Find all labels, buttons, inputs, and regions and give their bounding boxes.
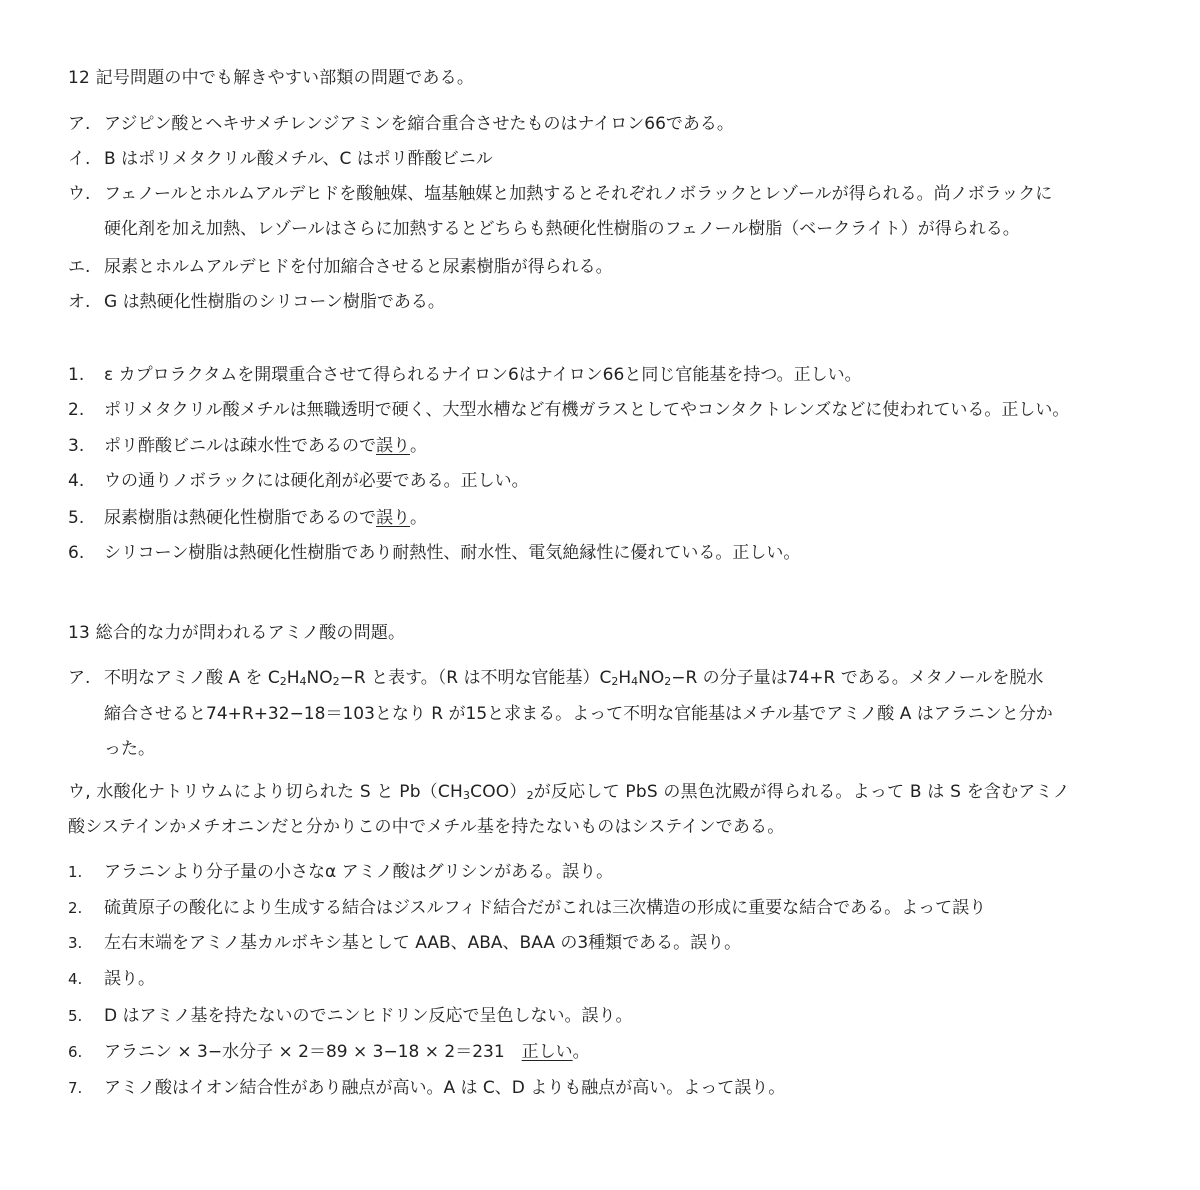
answer-text: アラニンより分子量の小さなα アミノ酸はグリシンがある。誤り。 bbox=[104, 862, 614, 882]
text-run: −R の分子量は74+R である。メタノールを脱水 bbox=[671, 668, 1044, 688]
answer-body: ポリ酢酸ビニルは疎水性であるので bbox=[104, 436, 376, 456]
statement-marker: ウ. bbox=[68, 184, 91, 204]
statement-13-a-line-2: 縮合させると74+R+32−18＝103となり R が15と求まる。よって不明な官能基はメチル基でアミノ酸 A はアラニンと分か bbox=[104, 704, 1053, 724]
answer-marker: 4. bbox=[68, 970, 83, 988]
section-13-heading: 13 総合的な力が問われるアミノ酸の問題。 bbox=[68, 623, 406, 643]
subscript: 4 bbox=[631, 675, 639, 688]
text-run: ウ, 水酸化ナトリウムにより切られた S と Pb（CH bbox=[68, 782, 463, 802]
subscript: 4 bbox=[299, 675, 307, 688]
subscript: 2 bbox=[611, 675, 619, 688]
text-run: COO） bbox=[470, 782, 527, 802]
answer-body: 尿素樹脂は熱硬化性樹脂であるので bbox=[104, 508, 376, 528]
answer-marker: 5. bbox=[68, 1007, 83, 1025]
statement-marker: オ. bbox=[68, 292, 91, 312]
answer-body: アラニン × 3−水分子 × 2＝89 × 3−18 × 2＝231 bbox=[104, 1042, 522, 1062]
text-run: H bbox=[286, 668, 300, 688]
statement-marker: イ. bbox=[68, 149, 91, 169]
statement-marker: ア. bbox=[68, 114, 91, 134]
text-run: H bbox=[618, 668, 632, 688]
statement-text: G は熱硬化性樹脂のシリコーン樹脂である。 bbox=[104, 292, 445, 312]
verdict-underlined: 誤り bbox=[376, 508, 410, 528]
answer-tail: 。 bbox=[410, 436, 427, 456]
statement-text: フェノールとホルムアルデヒドを酸触媒、塩基触媒と加熱するとそれぞれノボラックとレゾールが得られる。尚ノボラックに bbox=[104, 184, 1053, 204]
text-run: が反応して PbS の黒色沈殿が得られる。よって B は S を含むアミノ bbox=[533, 782, 1070, 802]
answer-text: 硫黄原子の酸化により生成する結合はジスルフィド結合だがこれは三次構造の形成に重要な結合である。よって誤り bbox=[104, 898, 987, 918]
subscript: 2 bbox=[664, 675, 672, 688]
answer-text bbox=[104, 434, 427, 458]
statement-13-u-line-2: 酸システインかメチオニンだと分かりこの中でメチル基を持たないものはシステインである。 bbox=[68, 817, 785, 837]
text-run: 不明なアミノ酸 A を C bbox=[104, 668, 280, 688]
statement-13-u-line-1 bbox=[68, 780, 1160, 808]
verdict-underlined: 正しい bbox=[521, 1042, 573, 1062]
answer-tail: 。 bbox=[410, 508, 427, 528]
statement-text: 尿素とホルムアルデヒドを付加縮合させると尿素樹脂が得られる。 bbox=[104, 257, 613, 277]
statement-u-continued: 硬化剤を加え加熱、レゾールはさらに加熱するとどちらも熱硬化性樹脂のフェノール樹脂（ベークライト）が得られる。 bbox=[104, 219, 1020, 239]
subscript: 2 bbox=[332, 675, 340, 688]
text-run: −R と表す。（R は不明な官能基）C bbox=[339, 668, 612, 688]
answer-text: ポリメタクリル酸メチルは無職透明で硬く、大型水槽など有機ガラスとしてやコンタクトレンズなどに使われている。正しい。 bbox=[104, 400, 1070, 420]
answer-marker: 6. bbox=[68, 543, 85, 563]
answer-marker: 7. bbox=[68, 1079, 83, 1097]
statement-text: アジピン酸とヘキサメチレンジアミンを縮合重合させたものはナイロン66である。 bbox=[104, 114, 734, 134]
answer-marker: 6. bbox=[68, 1043, 83, 1061]
answer-text bbox=[104, 506, 427, 530]
subscript: 2 bbox=[279, 675, 287, 688]
answer-marker: 3. bbox=[68, 934, 83, 952]
answer-marker: 4. bbox=[68, 471, 85, 491]
answer-text bbox=[104, 1040, 590, 1064]
answer-text: ε カプロラクタムを開環重合させて得られるナイロン6はナイロン66と同じ官能基を持つ。正しい。 bbox=[104, 365, 862, 385]
answer-marker: 2. bbox=[68, 400, 85, 420]
text-run: NO bbox=[306, 668, 333, 688]
answer-text: 誤り。 bbox=[104, 969, 155, 989]
verdict-underlined: 誤り bbox=[376, 436, 410, 456]
answer-text: シリコーン樹脂は熱硬化性樹脂であり耐熱性、耐水性、電気絶縁性に優れている。正しい。 bbox=[104, 543, 801, 563]
subscript: 3 bbox=[462, 789, 471, 802]
statement-text: B はポリメタクリル酸メチル、C はポリ酢酸ビニル bbox=[104, 149, 493, 169]
answer-text: D はアミノ基を持たないのでニンヒドリン反応で呈色しない。誤り。 bbox=[104, 1006, 633, 1026]
answer-text: ウの通りノボラックには硬化剤が必要である。正しい。 bbox=[104, 471, 529, 491]
statement-13-a-line-3: った。 bbox=[104, 739, 155, 759]
answer-marker: 1. bbox=[68, 365, 85, 385]
subscript: 2 bbox=[526, 789, 534, 802]
answer-tail: 。 bbox=[572, 1042, 590, 1062]
statement-marker: ア. bbox=[68, 668, 91, 688]
answer-text: 左右末端をアミノ基カルボキシ基として AAB、ABA、BAA の3種類である。誤り。 bbox=[104, 933, 742, 953]
answer-marker: 1. bbox=[68, 863, 83, 881]
statement-text-line-1 bbox=[104, 666, 1043, 694]
text-run: NO bbox=[638, 668, 665, 688]
answer-marker: 2. bbox=[68, 899, 83, 917]
section-12-heading: 12 記号問題の中でも解きやすい部類の問題である。 bbox=[68, 68, 475, 88]
answer-text: アミノ酸はイオン結合性があり融点が高い。A は C、D よりも融点が高い。よって誤り。 bbox=[104, 1078, 786, 1098]
statement-marker: エ. bbox=[68, 257, 91, 277]
answer-marker: 3. bbox=[68, 436, 85, 456]
answer-marker: 5. bbox=[68, 508, 85, 528]
